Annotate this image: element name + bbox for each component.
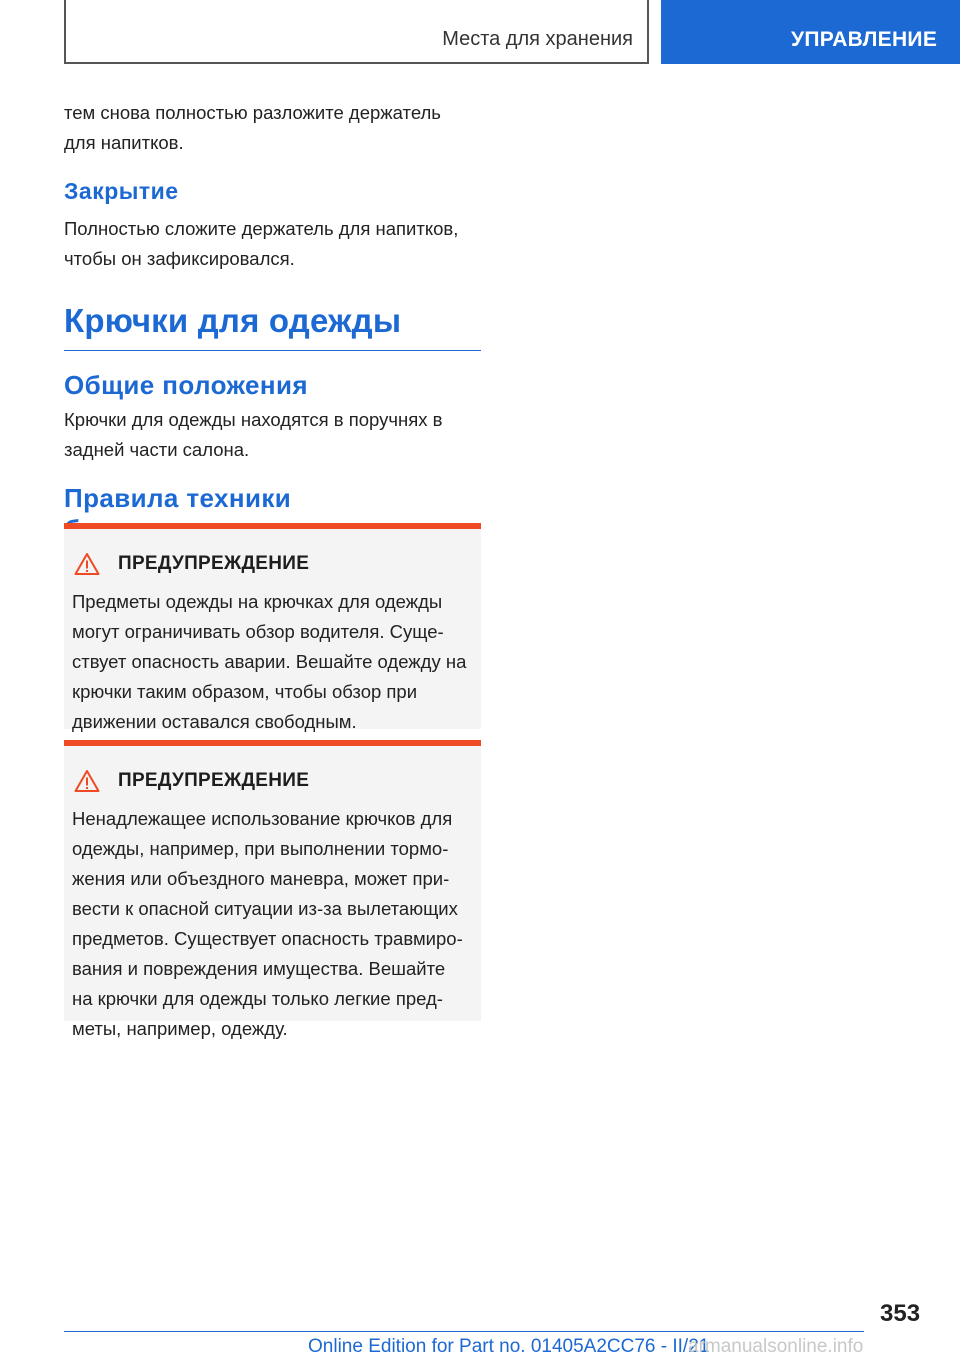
warning-triangle-icon bbox=[74, 769, 100, 793]
general-heading: Общие положения bbox=[64, 370, 308, 400]
closing-paragraph bbox=[64, 214, 481, 274]
warning-2-line-8: меты, например, одежду. bbox=[72, 1018, 288, 1039]
intro-line-2: для напитков. bbox=[64, 132, 184, 153]
warning-2-line-1: Ненадлежащее использование крючков для bbox=[72, 808, 453, 829]
warning-header bbox=[72, 549, 473, 579]
general-paragraph bbox=[64, 405, 481, 465]
warning-2-line-2: одежды, например, при выполнении тормо- bbox=[72, 838, 449, 859]
closing-section bbox=[64, 178, 481, 205]
header-chapter-tab[interactable] bbox=[661, 0, 960, 64]
warning-1-line-2: могут ограничивать обзор водителя. Суще- bbox=[72, 621, 444, 642]
warning-header bbox=[72, 766, 473, 796]
warning-1-line-5: движении оставался свободным. bbox=[72, 711, 357, 732]
footer-edition: Online Edition for Part no. 01405A2CC76 - II/21 bbox=[308, 1336, 710, 1357]
main-heading: Крючки для одежды bbox=[64, 302, 481, 351]
warning-title: ПРЕДУПРЕЖДЕНИЕ bbox=[118, 770, 310, 791]
warning-triangle-icon bbox=[74, 552, 100, 576]
closing-heading: Закрытие bbox=[64, 178, 179, 204]
warning-1-line-3: ствует опасность аварии. Вешайте одежду на bbox=[72, 651, 467, 672]
warning-2-line-6: вания и повреждения имущества. Вешайте bbox=[72, 958, 446, 979]
warning-2-line-5: предметов. Существует опасность травмиро- bbox=[72, 928, 463, 949]
header-chapter-title: УПРАВЛЕНИЕ bbox=[791, 28, 938, 51]
warning-2-line-7: на крючки для одежды только легкие пред- bbox=[72, 988, 443, 1009]
general-line-1: Крючки для одежды находятся в поручнях в bbox=[64, 409, 443, 430]
warning-2-line-3: жения или объездного маневра, может при- bbox=[72, 868, 450, 889]
header-section-title: Места для хранения bbox=[442, 28, 633, 50]
main-heading-block bbox=[64, 302, 481, 351]
warning-box-2 bbox=[64, 740, 481, 1039]
warning-box-1 bbox=[64, 523, 481, 732]
safety-heading: Правила техники bbox=[64, 483, 292, 513]
warning-1-line-4: крючки таким образом, чтобы обзор при bbox=[72, 681, 418, 702]
footer-watermark: armanualsonline.info bbox=[688, 1336, 864, 1357]
closing-line-1: Полностью сложите держатель для напитков, bbox=[64, 218, 459, 239]
intro-line-1: тем снова полностью разложите держатель bbox=[64, 102, 441, 123]
intro-paragraph bbox=[64, 98, 481, 158]
footer-divider bbox=[64, 1331, 864, 1332]
warning-2-line-4: вести к опасной ситуации из-за вылетающих bbox=[72, 898, 458, 919]
general-line-2: задней части салона. bbox=[64, 439, 250, 460]
header-section-box bbox=[64, 0, 649, 64]
page-number: 353 bbox=[880, 1300, 921, 1327]
warning-title: ПРЕДУПРЕЖДЕНИЕ bbox=[118, 553, 310, 574]
warning-1-line-1: Предметы одежды на крючках для одежды bbox=[72, 591, 443, 612]
closing-line-2: чтобы он зафиксировался. bbox=[64, 248, 295, 269]
general-section bbox=[64, 370, 481, 401]
